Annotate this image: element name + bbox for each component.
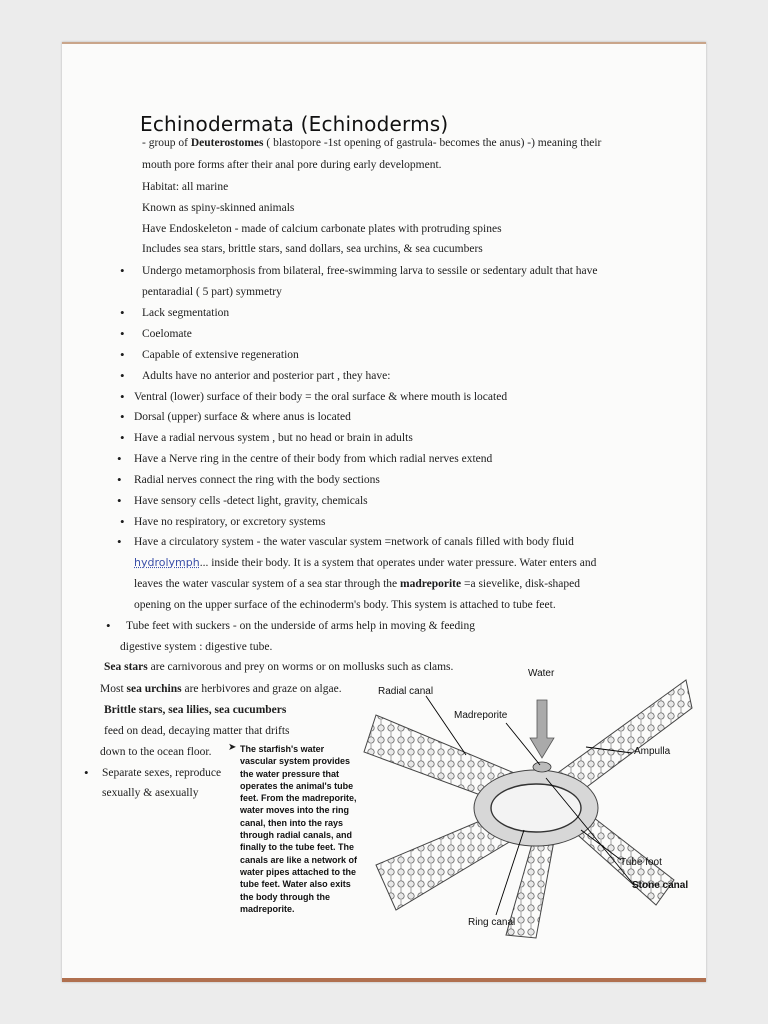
fact-endoskeleton: Have Endoskeleton - made of calcium carbonate plates with protruding spines: [142, 223, 502, 235]
bullet-adults: Adults have no anterior and posterior part , they have:: [142, 370, 391, 382]
page-bottom-edge: [62, 978, 706, 982]
label-water: Water: [528, 668, 555, 679]
bullet-metamorphosis: Undergo metamorphosis from bilateral, free-swimming larva to sessile or sedentary adult that have: [142, 265, 598, 277]
bullet-sensory: Have sensory cells -detect light, gravity, chemicals: [134, 495, 368, 507]
bullet-segmentation: Lack segmentation: [142, 307, 230, 319]
bullet-tube-feet: Tube feet with suckers - on the underside of arms help in moving & feeding: [126, 620, 475, 632]
bullet-no-respiratory: Have no respiratory, or excretory systems: [134, 516, 326, 528]
label-madreporite: Madreporite: [454, 710, 508, 721]
diagram-caption: The starfish's water vascular system provides the water pressure that operates the animal's tube feet. From the madreporite, water moves into the ring canal, then into the rays through radial canals, and finally to the tube feet. The canals are like a network of water pipes attached to the tube feet. Water also exits the body through the madreporite.: [240, 744, 358, 914]
bullet-dot: •: [106, 618, 111, 633]
page-title: Echinodermata (Echinoderms): [140, 112, 449, 136]
bullet-metamorphosis-cont: pentaradial ( 5 part) symmetry: [142, 286, 282, 298]
bullet-dorsal: Dorsal (upper) surface & where anus is located: [134, 411, 351, 423]
label-ring-canal: Ring canal: [468, 917, 516, 928]
digestive-system: digestive system : digestive tube.: [120, 641, 273, 653]
bullet-ventral: Ventral (lower) surface of their body = the oral surface & where mouth is located: [134, 391, 508, 403]
label-stone-canal: Stone canal: [632, 880, 689, 891]
bullet-dot: •: [117, 493, 122, 508]
bullet-dot: •: [120, 389, 125, 404]
bullet-dot: •: [120, 409, 125, 424]
bullet-dot: •: [84, 765, 89, 780]
bullet-nerve-ring: Have a Nerve ring in the centre of their body from which radial nerves extend: [134, 453, 493, 465]
bullet-dot: •: [120, 430, 125, 445]
bullet-regeneration: Capable of extensive regeneration: [142, 349, 299, 361]
diet-brittle-line-3: down to the ocean floor.: [100, 746, 212, 758]
circulatory-cont-1: hydrolymph... inside their body. It is a system that operates under water pressure. Water enters and: [134, 556, 597, 569]
bullet-dot: •: [120, 514, 125, 529]
fact-includes: Includes sea stars, brittle stars, sand dollars, sea urchins, & sea cucumbers: [142, 243, 483, 255]
label-ampulla: Ampulla: [634, 746, 671, 757]
bullet-dot: •: [117, 451, 122, 466]
bullet-dot: •: [117, 534, 122, 549]
starfish-diagram: [356, 660, 696, 940]
circulatory-cont-3: opening on the upper surface of the echinoderm's body. This system is attached to tube feet.: [134, 599, 556, 611]
bullet-dot: •: [117, 472, 122, 487]
diet-sea-stars: Sea stars are carnivorous and prey on worms or on mollusks such as clams.: [104, 661, 454, 673]
bullet-dot: •: [120, 305, 125, 320]
bullet-circulatory: Have a circulatory system - the water vascular system =network of canals filled with body fluid: [134, 536, 574, 548]
fact-spiny: Known as spiny-skinned animals: [142, 202, 295, 214]
circulatory-cont-2: leaves the water vascular system of a sea star through the madreporite =a sievelike, disk-shaped: [134, 578, 581, 590]
diet-sea-urchins: Most sea urchins are herbivores and graze on algae.: [100, 683, 342, 695]
bullet-nervous-system: Have a radial nervous system , but no head or brain in adults: [134, 432, 413, 444]
bullet-dot: •: [120, 347, 125, 362]
sexes-line-1: Separate sexes, reproduce: [102, 767, 222, 779]
label-radial-canal: Radial canal: [378, 686, 434, 697]
fact-habitat: Habitat: all marine: [142, 181, 229, 193]
starfish-illustration: [356, 660, 696, 940]
sexes-line-2: sexually & asexually: [102, 787, 199, 799]
bullet-dot: •: [120, 326, 125, 341]
bullet-coelomate: Coelomate: [142, 328, 192, 340]
intro-line-2: mouth pore forms after their anal pore during early development.: [142, 159, 442, 171]
diet-brittle-line-2: feed on dead, decaying matter that drifts: [104, 725, 290, 737]
bullet-radial-nerves: Radial nerves connect the ring with the body sections: [134, 474, 380, 486]
diet-brittle-stars: Brittle stars, sea lilies, sea cucumbers: [104, 704, 287, 716]
bullet-dot: •: [120, 263, 125, 278]
arrow-icon: ➤: [228, 742, 237, 753]
intro-line-1: - group of Deuterostomes ( blastopore -1st opening of gastrula- becomes the anus) -) meaning their: [142, 137, 602, 149]
label-tube-foot: Tube foot: [620, 857, 662, 868]
bullet-dot: •: [120, 368, 125, 383]
handwritten-hydrolymph: hydrolymph: [134, 556, 200, 569]
